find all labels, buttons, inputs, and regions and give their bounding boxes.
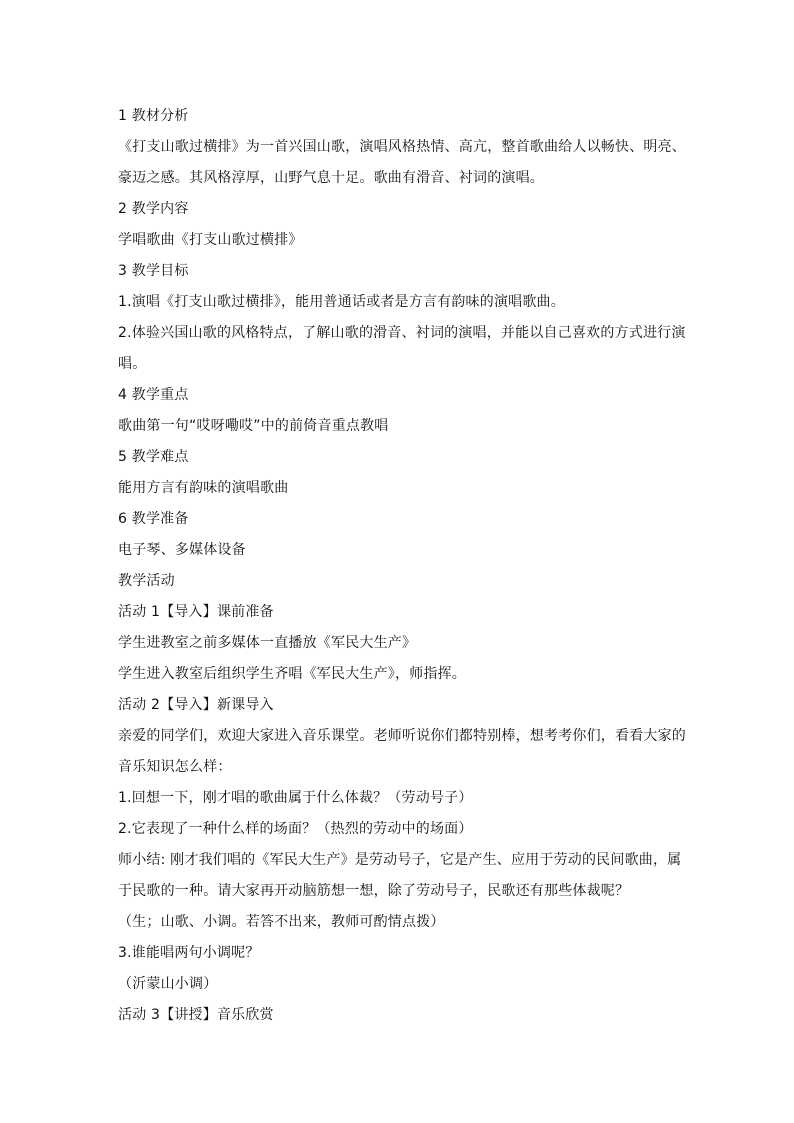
list-item: 2.体验兴国山歌的风格特点，了解山歌的滑音、衬词的演唱，并能以自己喜欢的方式进行演	[118, 325, 686, 341]
list-item: 1.回想一下，刚才唱的歌曲属于什么体裁？（劳动号子）	[118, 790, 473, 806]
activity-heading: 活动 1【导入】课前准备	[118, 604, 274, 620]
list-item: 3.谁能唱两句小调呢？	[118, 945, 260, 961]
document-page	[118, 101, 686, 1031]
paragraph-line: 唱。	[118, 356, 147, 372]
paragraph-line: 歌曲第一句“哎呀嘞哎”中的前倚音重点教唱	[118, 418, 389, 434]
paragraph-line: 学生进入教室后组织学生齐唱《军民大生产》，师指挥。	[118, 666, 466, 682]
list-item: 2.它表现了一种什么样的场面？（热烈的劳动中的场面）	[118, 821, 473, 837]
paragraph-line: （生；山歌、小调。若答不出来，教师可酌情点拨）	[118, 914, 445, 930]
heading-difficulties: 5 教学难点	[118, 449, 189, 465]
heading-key-points: 4 教学重点	[118, 387, 189, 403]
paragraph-line: 师小结: 刚才我们唱的《军民大生产》是劳动号子，它是产生、应用于劳动的民间歌曲，属	[118, 852, 682, 868]
heading-teaching-goals: 3 教学目标	[118, 263, 189, 279]
paragraph-line: 音乐知识怎么样：	[118, 759, 232, 775]
heading-teaching-activities: 教学活动	[118, 573, 175, 589]
heading-preparation: 6 教学准备	[118, 511, 189, 527]
paragraph-line: 学生进教室之前多媒体一直播放《军民大生产》	[118, 635, 417, 651]
paragraph-line: 能用方言有韵味的演唱歌曲	[118, 480, 289, 496]
paragraph-line: 学唱歌曲《打支山歌过横排》	[118, 232, 303, 248]
paragraph-line: 豪迈之感。其风格淳厚，山野气息十足。歌曲有滑音、衬词的演唱。	[118, 170, 544, 186]
paragraph-line: （沂蒙山小调）	[118, 976, 218, 992]
paragraph-line: 亲爱的同学们，欢迎大家进入音乐课堂。老师听说你们都特别棒，想考考你们，看看大家的	[118, 728, 686, 744]
activity-heading: 活动 2【导入】新课导入	[118, 697, 274, 713]
heading-textbook-analysis: 1 教材分析	[118, 108, 189, 124]
activity-heading: 活动 3【讲授】音乐欣赏	[118, 1007, 274, 1023]
paragraph-line: 《打支山歌过横排》为一首兴国山歌，演唱风格热情、高亢，整首歌曲给人以畅快、明亮、	[118, 139, 686, 155]
paragraph-line: 于民歌的一种。请大家再开动脑筋想一想，除了劳动号子，民歌还有那些体裁呢？	[118, 883, 630, 899]
paragraph-line: 电子琴、多媒体设备	[118, 542, 246, 558]
heading-teaching-content: 2 教学内容	[118, 201, 189, 217]
list-item: 1.演唱《打支山歌过横排》，能用普通话或者是方言有韵味的演唱歌曲。	[118, 294, 565, 310]
